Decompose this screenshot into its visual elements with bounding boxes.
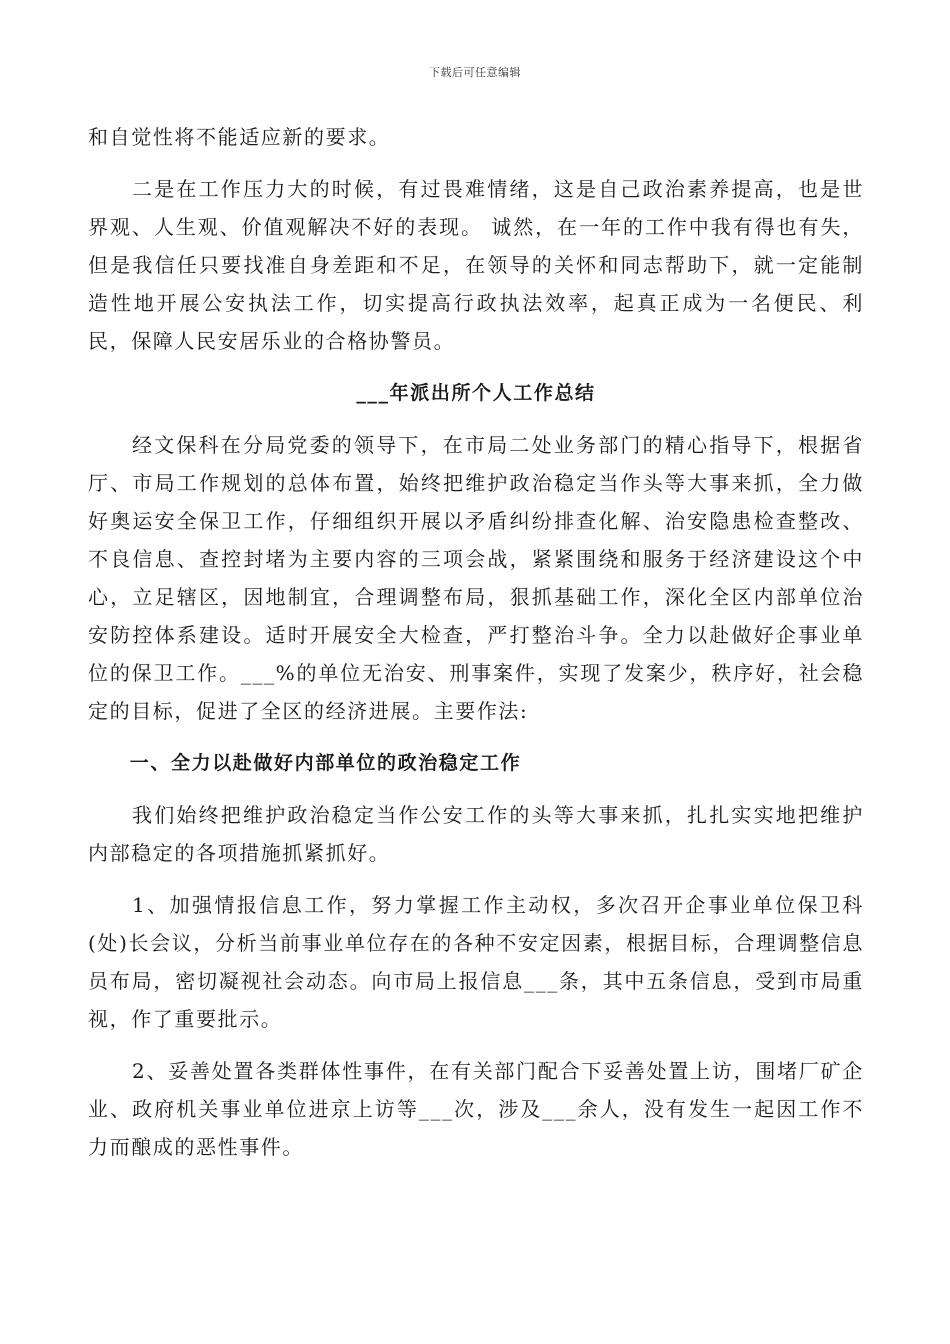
list-item-2 xyxy=(88,1052,864,1166)
item2-text-b: 次，涉及 xyxy=(453,1097,543,1121)
item1-text-a: 1、加强情报信息工作，努力掌握工作主动权，多次召开企事业单位保卫科(处)长会议，分析当前事业单位存在的各种不安定因素，根据目标，合理调整信息员布局，密切凝视社会动态。向市局上报信息 xyxy=(88,893,864,993)
intro-percent-blank: ___ xyxy=(240,661,276,685)
title-year-blank: ___ xyxy=(356,382,390,404)
intro-text-a: 经文保科在分局党委的领导下，在市局二处业务部门的精心指导下，根据省厅、市局工作规划的总体布置，始终把维护政治稳定当作头等大事来抓，全力做好奥运安全保卫工作，仔细组织开展以矛盾纠纷排查化解、治安隐患检查整改、不良信息、查控封堵为主要内容的三项会战，紧紧围绕和服务于经济建设这个中心，立足辖区，因地制宜，合理调整布局，狠抓基础工作，深化全区内部单位治安防控体系建设。适时开展安全大检查，严打整治斗争。全力以赴做好企事业单位的保卫工作。 xyxy=(88,433,864,685)
item1-count-blank: ___ xyxy=(524,969,559,993)
intro-paragraph xyxy=(88,426,864,730)
item2-text-c: 余人，没有发生一起因工作不力而酿成的恶性事件。 xyxy=(88,1097,864,1159)
header-note: 下载后可任意编辑 xyxy=(429,66,521,79)
item2-people-blank: ___ xyxy=(542,1097,578,1121)
title-text: 年派出所个人工作总结 xyxy=(389,382,596,404)
list-item-1 xyxy=(88,886,864,1038)
document-title xyxy=(88,374,864,412)
intro-text-b: %的单位无治安、刑事案件，实现了发案少，秩序好，社会稳定的目标，促进了全区的经济进展。主要作法: xyxy=(88,661,864,723)
item2-text-a: 2、妥善处置各类群体性事件，在有关部门配合下妥善处置上访，围堵厂矿企业、政府机关事业单位进京上访等 xyxy=(88,1059,864,1121)
continuation-paragraph: 和自觉性将不能适应新的要求。 xyxy=(88,125,391,149)
section-one-paragraph: 我们始终把维护政治稳定当作公安工作的头等大事来抓，扎扎实实地把维护内部稳定的各项措施抓紧抓好。 xyxy=(88,803,864,865)
document-body xyxy=(88,118,864,1180)
section-heading-one: 一、全力以赴做好内部单位的政治稳定工作 xyxy=(129,752,522,774)
item2-times-blank: ___ xyxy=(418,1097,454,1121)
item1-text-b: 条，其中五条信息，受到市局重视，作了重要批示。 xyxy=(88,969,865,1031)
paragraph-point-two: 二是在工作压力大的时候，有过畏难情绪，这是自己政治素养提高，也是世界观、人生观、价值观解决不好的表现。 诚然，在一年的工作中我有得也有失，但是我信任只要找准自身差距和不足，在领导的关怀和同志帮助下，就一定能制造性地开展公安执法工作，切实提高行政执法效率，起真正成为一名便民、利民，保障人民安居乐业的合格协警员。 xyxy=(88,177,864,353)
